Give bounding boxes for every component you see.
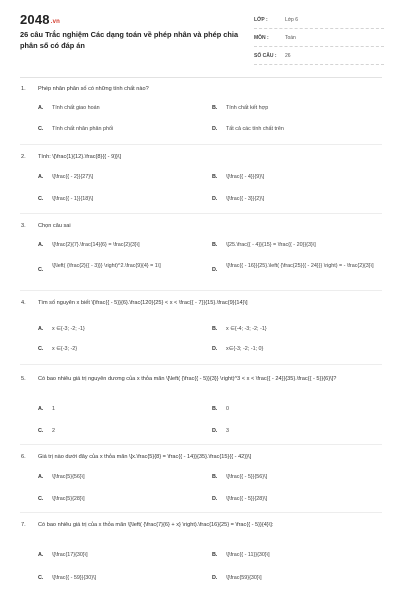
option-text: \[\frac{{ - 3}}{2}\] xyxy=(226,196,265,202)
option-text: \[\frac{59}{30}\] xyxy=(226,575,262,581)
info-label: MÔN : xyxy=(254,35,269,41)
question-text: Có bao nhiêu giá trị nguyên dương của x thỏa mãn \[\left( {\frac{{ - 5}}{3}} \right)^3 < x < \frac{{ - 24}}{35}.\frac{{ - 5}}{6}\]? xyxy=(38,376,337,382)
option-text: \[\frac{{ - 4}}{9}\] xyxy=(226,174,265,180)
option-text: \[\frac{2}{7}.\frac{14}{6} = \frac{2}{3}\] xyxy=(52,242,140,248)
question-divider xyxy=(20,364,382,365)
option-letter: A. xyxy=(38,174,44,180)
option-letter: A. xyxy=(38,105,44,111)
option-letter: B. xyxy=(212,552,218,558)
option-text: 2 xyxy=(52,428,55,434)
option-text: \[\frac{{ - 59}}{30}\] xyxy=(52,575,97,581)
question-number: 4. xyxy=(21,300,26,306)
info-box xyxy=(254,14,384,68)
option-letter: C. xyxy=(38,346,44,352)
option-letter: A. xyxy=(38,326,44,332)
option-letter: D. xyxy=(212,428,218,434)
option-text: Tính chất giao hoán xyxy=(52,105,100,111)
option-letter: C. xyxy=(38,428,44,434)
option-text: Tính chất nhân phân phối xyxy=(52,126,114,132)
header-divider xyxy=(20,77,382,78)
option-letter: D. xyxy=(212,496,218,502)
info-row-count xyxy=(254,50,384,65)
option-text: \[25.\frac{{ - 4}}{15} = \frac{{ - 20}}{3}\] xyxy=(226,242,316,248)
option-text: \[\frac{{ - 16}}{25}.\left( {\frac{25}{{ - 24}}} \right) = - \frac{2}{3}\] xyxy=(226,263,374,269)
question-text: Giá trị nào dưới đây của x thỏa mãn \[x.\frac{5}{8} = \frac{{ - 14}}{35}.\frac{15}{{ - 42}}\] xyxy=(38,454,252,460)
option-text: x∈{-3; -2; -1; 0} xyxy=(226,346,264,352)
option-letter: C. xyxy=(38,126,44,132)
question-text: Chọn câu sai xyxy=(38,223,71,229)
info-label: LỚP : xyxy=(254,17,268,23)
option-text: \[\frac{5}{56}\] xyxy=(52,474,85,480)
option-text: \[\frac{{ - 5}}{56}\] xyxy=(226,474,268,480)
question-number: 6. xyxy=(21,454,26,460)
option-letter: C. xyxy=(38,196,44,202)
option-text: x ∈{-4; -3; -2; -1} xyxy=(226,326,267,332)
option-letter: D. xyxy=(212,126,218,132)
info-row-grade xyxy=(254,14,384,29)
logo-text: 2048 xyxy=(20,12,50,27)
option-text: 3 xyxy=(226,428,229,434)
option-text: 0 xyxy=(226,406,229,412)
option-text: \[\frac{{ - 5}}{28}\] xyxy=(226,496,268,502)
option-letter: D. xyxy=(212,196,218,202)
option-letter: B. xyxy=(212,242,218,248)
option-text: Tính chất kết hợp xyxy=(226,105,269,111)
option-text: \[\frac{5}{28}\] xyxy=(52,496,85,502)
question-text: Phép nhân phân số có những tính chất nào? xyxy=(38,86,149,92)
info-value: Toán xyxy=(285,35,296,41)
question-text: Tìm số nguyên x biết \[\frac{{ - 5}}{6}.\frac{120}{25} < x < \frac{{ - 7}}{15}.\frac{9}{14}\] xyxy=(38,300,248,306)
page-title: 26 câu Trắc nghiệm Các dạng toán về phép nhân và phép chia phân số có đáp án xyxy=(20,30,239,50)
option-letter: A. xyxy=(38,242,44,248)
question-number: 3. xyxy=(21,223,26,229)
info-row-subject xyxy=(254,32,384,47)
option-text: \[\left( {\frac{2}{{ - 3}}} \right)^2.\frac{9}{4} = 1\] xyxy=(52,263,161,269)
option-text: x ∈{-3; -2} xyxy=(52,346,78,352)
question-number: 7. xyxy=(21,522,26,528)
option-letter: D. xyxy=(212,575,218,581)
info-value: 26 xyxy=(285,53,291,59)
question-text: Tính: \[\frac{1}{12}.\frac{8}{{ - 9}}\] xyxy=(38,154,122,160)
option-letter: C. xyxy=(38,575,44,581)
option-text: \[\frac{{ - 2}}{27}\] xyxy=(52,174,94,180)
option-letter: C. xyxy=(38,267,44,273)
question-number: 5. xyxy=(21,376,26,382)
option-letter: A. xyxy=(38,474,44,480)
logo-suffix: .vn xyxy=(50,19,61,25)
option-text: Tất cả các tính chất trên xyxy=(226,126,284,132)
question-number: 1. xyxy=(21,86,26,92)
option-text: \[\frac{17}{30}\] xyxy=(52,552,88,558)
option-letter: D. xyxy=(212,267,218,273)
info-label: SỐ CÂU : xyxy=(254,53,277,59)
option-text: \[\frac{{ - 11}}{30}\] xyxy=(226,552,270,558)
option-letter: B. xyxy=(212,326,218,332)
option-letter: B. xyxy=(212,105,218,111)
option-letter: A. xyxy=(38,552,44,558)
site-logo[interactable] xyxy=(20,12,60,27)
question-divider xyxy=(20,144,382,145)
option-letter: B. xyxy=(212,474,218,480)
option-letter: B. xyxy=(212,174,218,180)
question-divider xyxy=(20,444,382,445)
question-text: Có bao nhiêu giá trị của x thỏa mãn \[\left( {\frac{7}{6} + x} \right).\frac{16}{25} = \frac{{ - 5}}{4}\]: xyxy=(38,522,274,528)
option-text: \[\frac{{ - 1}}{18}\] xyxy=(52,196,94,202)
question-divider xyxy=(20,290,382,291)
option-letter: A. xyxy=(38,406,44,412)
question-divider xyxy=(20,512,382,513)
question-divider xyxy=(20,213,382,214)
option-letter: C. xyxy=(38,496,44,502)
option-text: x ∈{-3; -2; -1} xyxy=(52,326,85,332)
info-value: Lớp 6 xyxy=(285,17,299,23)
option-letter: B. xyxy=(212,406,218,412)
question-number: 2. xyxy=(21,154,26,160)
option-text: 1 xyxy=(52,406,55,412)
option-letter: D. xyxy=(212,346,218,352)
header xyxy=(0,0,400,72)
